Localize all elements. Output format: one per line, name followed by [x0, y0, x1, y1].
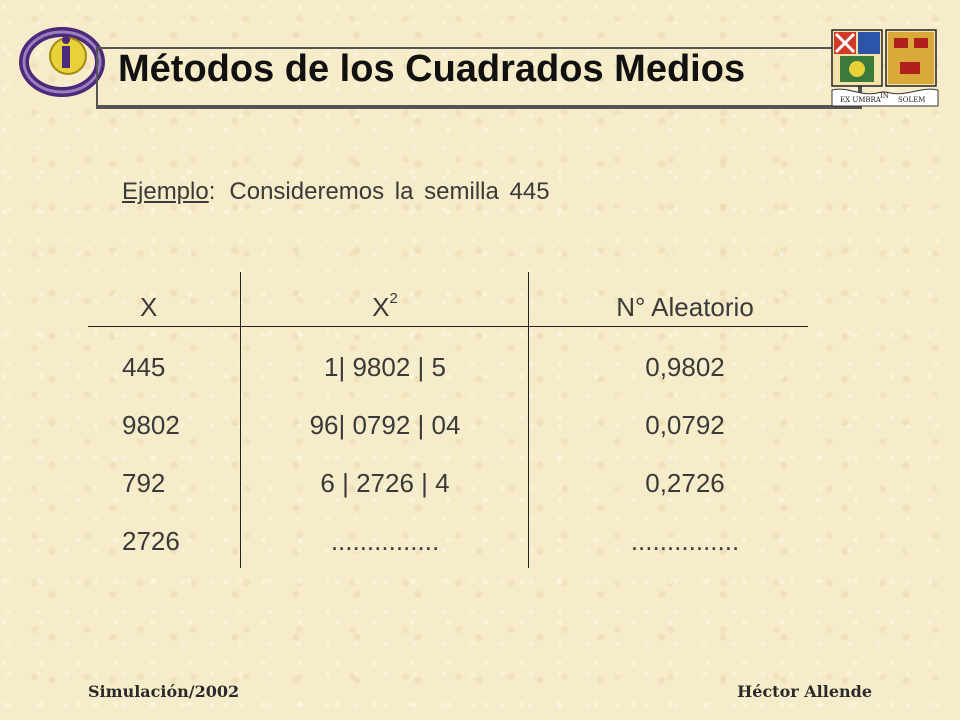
example-line: [122, 178, 550, 206]
row-1-random: 0,9802: [645, 352, 725, 382]
row-1-x2: 1| 9802 | 5: [324, 352, 446, 382]
example-separator: :: [208, 178, 216, 205]
header-x: X: [140, 292, 158, 322]
university-crest-icon: [830, 26, 940, 110]
row-2-x: 9802: [122, 410, 180, 440]
row-4-random: ...............: [630, 526, 740, 556]
example-text: Consideremos la semilla 445: [229, 178, 550, 205]
row-4-x2: ...............: [330, 526, 440, 556]
header-x-squared: [240, 292, 530, 323]
table-header-rule: [88, 326, 808, 327]
header-random-number: N° Aleatorio: [616, 292, 754, 322]
row-2-random: 0,0792: [645, 410, 725, 440]
footer-author: Héctor Allende: [737, 682, 872, 701]
crest-motto-right: SOLEM: [898, 96, 926, 104]
row-3-x: 792: [122, 468, 166, 498]
crest-motto-left: EX UMBRA: [840, 96, 881, 104]
header-x2-exponent: 2: [389, 290, 398, 307]
row-4-x: 2726: [122, 526, 180, 556]
row-1-x: 445: [122, 352, 166, 382]
row-3-x2: 6 | 2726 | 4: [320, 468, 450, 498]
crest-motto-mid: IN: [880, 92, 889, 100]
page-title: Métodos de los Cuadrados Medios: [118, 48, 746, 90]
footer-course: Simulación/2002: [88, 682, 240, 701]
row-2-x2: 96| 0792 | 04: [309, 410, 461, 440]
row-3-random: 0,2726: [645, 468, 725, 498]
example-label: Ejemplo: [122, 178, 209, 205]
header-x2-base: X: [372, 292, 390, 322]
